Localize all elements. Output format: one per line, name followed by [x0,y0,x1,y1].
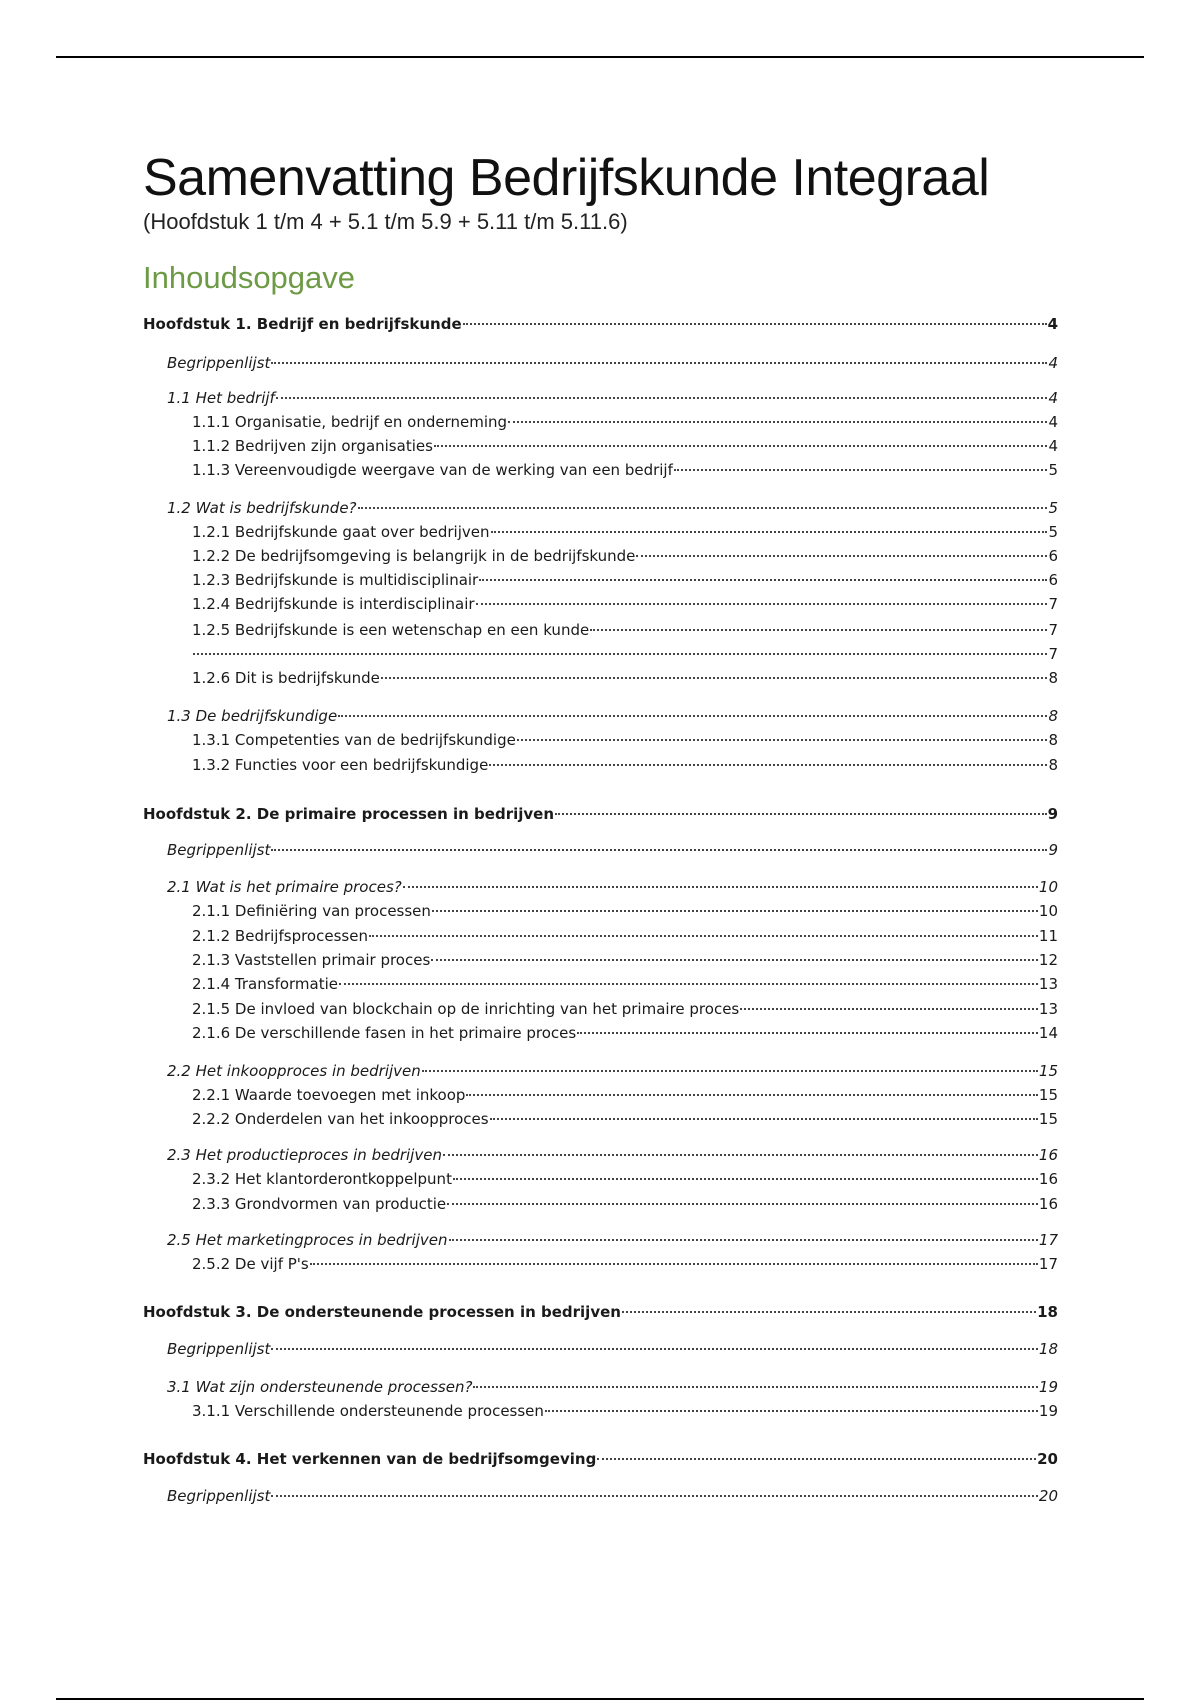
toc-entry-label: Begrippenlijst [167,1340,271,1358]
toc-entry-page-number: 17 [1038,1231,1058,1249]
toc-subsection-entry[interactable] [143,1401,1058,1421]
toc-entry-page-number: 5 [1048,461,1058,479]
toc-dot-leader [555,813,1047,815]
table-of-contents [143,314,1058,1514]
toc-section-entry[interactable] [143,1486,1058,1506]
toc-entry-label: 3.1 Wat zijn ondersteunende processen? [167,1378,473,1396]
toc-section-entry[interactable] [143,1061,1058,1081]
toc-dot-leader [517,739,1048,741]
toc-chapter-entry[interactable] [143,804,1058,824]
toc-entry-page-number: 11 [1038,927,1058,945]
toc-entry-label: 1.3.1 Competenties van de bedrijfskundige [192,731,516,749]
toc-entry-label: 2.2 Het inkoopproces in bedrijven [167,1062,421,1080]
toc-entry-page-number: 19 [1038,1378,1058,1396]
toc-entry-page-number: 5 [1048,499,1058,517]
toc-entry-page-number: 9 [1048,841,1058,859]
toc-subsection-entry[interactable] [143,1085,1058,1105]
toc-entry-label: 1.3 De bedrijfskundige [167,707,338,725]
document-page [143,148,1058,1514]
toc-entry-page-number: 16 [1038,1146,1058,1164]
toc-entry-label: Begrippenlijst [167,841,271,859]
toc-chapter-entry[interactable] [143,314,1058,334]
toc-entry-label: 1.2.6 Dit is bedrijfskunde [192,669,380,687]
toc-subsection-entry[interactable] [143,1109,1058,1129]
toc-entry-label: 1.2.3 Bedrijfskunde is multidisciplinair [192,571,479,589]
toc-entry-label: 2.1.2 Bedrijfsprocessen [192,927,368,945]
toc-dot-leader [271,1495,1038,1497]
toc-entry-label: 2.2.1 Waarde toevoegen met inkoop [192,1086,466,1104]
toc-dot-leader [431,959,1038,961]
toc-section-entry[interactable] [143,877,1058,897]
toc-entry-page-number: 10 [1038,878,1058,896]
toc-dot-leader [447,1203,1038,1205]
toc-entry-label: 1.1 Het bedrijf [167,389,275,407]
toc-entry-label: 1.2.1 Bedrijfskunde gaat over bedrijven [192,523,490,541]
toc-entry-page-number: 6 [1048,547,1058,565]
toc-entry-label: 1.1.3 Vereenvoudigde weergave van de werking van een bedrijf [192,461,673,479]
toc-dot-leader [381,677,1048,679]
toc-dot-leader [508,421,1047,423]
toc-section-entry[interactable] [143,706,1058,726]
toc-entry-label: 2.2.2 Onderdelen van het inkoopproces [192,1110,489,1128]
toc-entry-label: 2.1.5 De invloed van blockchain op de inrichting van het primaire proces [192,1000,740,1018]
toc-section-entry[interactable] [143,388,1058,408]
toc-entry-page-number: 13 [1038,1000,1058,1018]
toc-subsection-entry[interactable] [143,901,1058,921]
toc-subsection-entry[interactable] [143,950,1058,970]
toc-dot-leader [476,603,1048,605]
toc-entry-label: 2.1.6 De verschillende fasen in het primaire proces [192,1024,577,1042]
document-subtitle: (Hoofdstuk 1 t/m 4 + 5.1 t/m 5.9 + 5.11 t/m 5.11.6) [143,209,628,234]
toc-entry-label: 2.5 Het marketingproces in bedrijven [167,1231,448,1249]
toc-subsection-entry[interactable] [143,546,1058,566]
toc-dot-leader [674,469,1048,471]
toc-entry-page-number: 8 [1048,707,1058,725]
toc-dot-leader [577,1032,1038,1034]
toc-entry-label: 1.1.1 Organisatie, bedrijf en onderneming [192,413,508,431]
toc-entry-label: 1.3.2 Functies voor een bedrijfskundige [192,756,489,774]
toc-subsection-entry[interactable] [143,570,1058,590]
toc-dot-leader [310,1263,1038,1265]
header-rule [56,56,1144,58]
toc-dot-leader [622,1311,1036,1313]
toc-subsection-entry[interactable] [143,730,1058,750]
toc-dot-leader [276,397,1048,399]
toc-subsection-entry[interactable] [143,999,1058,1019]
toc-entry-label: Hoofdstuk 1. Bedrijf en bedrijfskunde [143,315,462,333]
toc-entry-page-number: 9 [1047,805,1058,823]
toc-section-entry[interactable] [143,353,1058,373]
toc-entry-page-number: 15 [1038,1062,1058,1080]
toc-entry-page-number: 4 [1048,354,1058,372]
toc-entry-page-number: 6 [1048,571,1058,589]
toc-dot-leader [443,1154,1038,1156]
toc-dot-leader [590,629,1047,631]
toc-subsection-entry[interactable] [143,412,1058,432]
toc-dot-leader [449,1239,1038,1241]
toc-entry-page-number: 16 [1038,1170,1058,1188]
toc-dot-leader [453,1178,1038,1180]
toc-entry-label: 2.1.4 Transformatie [192,975,339,993]
toc-subsection-entry[interactable] [143,926,1058,946]
toc-entry-page-number: 8 [1048,756,1058,774]
toc-dot-leader [358,507,1048,509]
toc-entry-page-number: 7 [1048,645,1058,663]
toc-subsection-entry[interactable] [143,1023,1058,1043]
toc-heading: Inhoudsopgave [143,260,356,295]
toc-entry-page-number: 14 [1038,1024,1058,1042]
toc-dot-leader [422,1070,1038,1072]
toc-dot-leader [740,1008,1038,1010]
toc-entry-label: 2.3.3 Grondvormen van productie [192,1195,447,1213]
document-title: Samenvatting Bedrijfskunde Integraal [143,149,990,207]
toc-section-entry[interactable] [143,498,1058,518]
toc-entry-page-number: 8 [1048,669,1058,687]
toc-dot-leader [491,531,1048,533]
toc-entry-page-number: 18 [1038,1340,1058,1358]
toc-entry-label: 2.3 Het productieproces in bedrijven [167,1146,442,1164]
toc-chapter-entry[interactable] [143,1449,1058,1469]
toc-section-entry[interactable] [143,1339,1058,1359]
toc-subsection-entry[interactable] [143,668,1058,688]
toc-entry-label: 3.1.1 Verschillende ondersteunende processen [192,1402,544,1420]
toc-section-entry[interactable] [143,1230,1058,1250]
toc-entry-page-number: 4 [1047,315,1058,333]
toc-subsection-entry[interactable] [143,620,1058,640]
toc-dot-leader [489,764,1047,766]
toc-entry-label: 2.5.2 De vijf P's [192,1255,309,1273]
toc-entry-label: 1.2.2 De bedrijfsomgeving is belangrijk in de bedrijfskunde [192,547,636,565]
toc-entry-page-number: 7 [1048,621,1058,639]
toc-entry-label: 1.2.5 Bedrijfskunde is een wetenschap en een kunde [192,621,590,639]
toc-dot-leader [403,886,1038,888]
toc-entry-label: Hoofdstuk 3. De ondersteunende processen in bedrijven [143,1303,621,1321]
toc-entry-page-number: 17 [1038,1255,1058,1273]
toc-dot-leader [466,1094,1038,1096]
toc-subsection-entry[interactable] [143,1169,1058,1189]
toc-dot-leader [369,935,1038,937]
toc-subsection-entry[interactable] [143,594,1058,614]
toc-dot-leader [271,362,1047,364]
toc-entry-page-number: 5 [1048,523,1058,541]
toc-subsection-entry[interactable] [143,436,1058,456]
toc-dot-leader [432,910,1038,912]
toc-dot-leader [545,1410,1038,1412]
toc-subsection-entry[interactable] [143,1194,1058,1214]
toc-dot-leader [479,579,1047,581]
toc-dot-leader [434,445,1048,447]
toc-entry-page-number: 20 [1038,1487,1058,1505]
toc-dot-leader [636,555,1047,557]
toc-dot-leader [271,1348,1038,1350]
toc-section-entry[interactable] [143,1145,1058,1165]
toc-entry-page-number: 15 [1038,1110,1058,1128]
toc-chapter-entry[interactable] [143,1302,1058,1322]
toc-entry-page-number: 4 [1048,437,1058,455]
toc-entry-label: 1.2.4 Bedrijfskunde is interdisciplinair [192,595,475,613]
toc-entry-label: 1.2 Wat is bedrijfskunde? [167,499,357,517]
toc-entry-label: 2.1.1 Definiëring van processen [192,902,431,920]
toc-subsection-entry[interactable] [143,1254,1058,1274]
toc-section-entry[interactable] [143,1377,1058,1397]
toc-subsection-entry[interactable] [143,755,1058,775]
toc-entry-page-number: 8 [1048,731,1058,749]
toc-entry-page-number: 13 [1038,975,1058,993]
toc-entry-page-number: 7 [1048,595,1058,613]
toc-entry-page-number: 18 [1037,1303,1058,1321]
toc-entry-page-number: 12 [1038,951,1058,969]
toc-entry-page-number: 16 [1038,1195,1058,1213]
toc-entry-label: 1.1.2 Bedrijven zijn organisaties [192,437,433,455]
toc-entry-label: Begrippenlijst [167,354,271,372]
toc-section-entry[interactable] [143,840,1058,860]
toc-entry-label: Hoofdstuk 2. De primaire processen in bedrijven [143,805,555,823]
toc-subsection-entry[interactable] [143,460,1058,480]
toc-dot-leader [463,323,1047,325]
toc-dot-leader [339,983,1038,985]
toc-entry-label: 2.1.3 Vaststellen primair proces [192,951,431,969]
toc-dot-leader [271,849,1047,851]
toc-entry-page-number: 15 [1038,1086,1058,1104]
toc-entry-label: 2.3.2 Het klantorderontkoppelpunt [192,1170,452,1188]
toc-entry-page-number: 10 [1038,902,1058,920]
toc-entry-page-number: 20 [1037,1450,1058,1468]
toc-dot-leader [473,1386,1037,1388]
toc-dot-leader [490,1118,1038,1120]
toc-dot-leader [597,1458,1036,1460]
toc-dot-leader [338,715,1047,717]
toc-entry-page-number: 4 [1048,413,1058,431]
toc-subsection-entry[interactable] [143,522,1058,542]
toc-entry-page-number: 4 [1048,389,1058,407]
toc-entry-page-number: 19 [1038,1402,1058,1420]
toc-subsection-entry[interactable] [143,974,1058,994]
toc-dot-leader [193,653,1047,655]
toc-entry-label: Hoofdstuk 4. Het verkennen van de bedrijfsomgeving [143,1450,597,1468]
toc-entry-label: 2.1 Wat is het primaire proces? [167,878,402,896]
toc-subsection-entry[interactable] [143,644,1058,664]
toc-entry-label: Begrippenlijst [167,1487,271,1505]
